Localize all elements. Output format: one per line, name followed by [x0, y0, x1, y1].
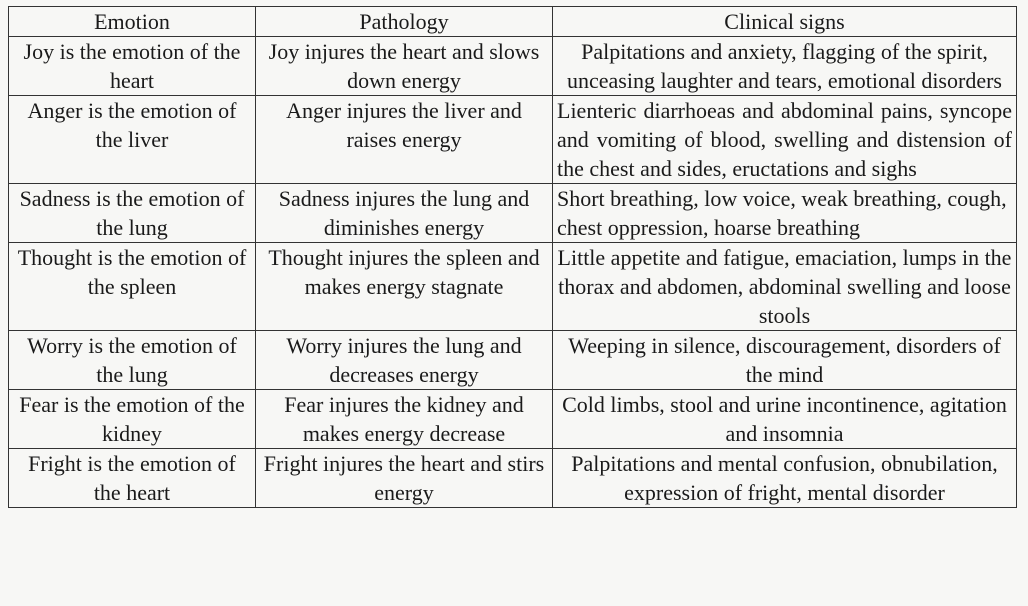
emotion-cell: Anger is the emotion of the liver [9, 96, 256, 184]
emotion-cell: Fright is the emotion of the heart [9, 449, 256, 508]
emotion-cell: Sadness is the emotion of the lung [9, 184, 256, 243]
emotion-cell: Thought is the emotion of the spleen [9, 243, 256, 331]
table-row [9, 184, 1017, 243]
pathology-cell: Fright injures the heart and stirs energy [256, 449, 553, 508]
header-emotion: Emotion [9, 7, 256, 37]
signs-cell: Palpitations and anxiety, flagging of the spirit, unceasing laughter and tears, emotional disorders [553, 37, 1017, 96]
table-row [9, 331, 1017, 390]
header-pathology: Pathology [256, 7, 553, 37]
signs-cell: Weeping in silence, discouragement, disorders of the mind [553, 331, 1017, 390]
table-row [9, 243, 1017, 331]
pathology-cell: Anger injures the liver and raises energy [256, 96, 553, 184]
table-row [9, 390, 1017, 449]
table-row [9, 37, 1017, 96]
emotion-cell: Fear is the emotion of the kidney [9, 390, 256, 449]
pathology-cell: Thought injures the spleen and makes energy stagnate [256, 243, 553, 331]
signs-cell: Palpitations and mental confusion, obnubilation, expression of fright, mental disorder [553, 449, 1017, 508]
pathology-cell: Worry injures the lung and decreases energy [256, 331, 553, 390]
emotion-cell: Joy is the emotion of the heart [9, 37, 256, 96]
emotions-table [8, 6, 1017, 508]
pathology-cell: Joy injures the heart and slows down energy [256, 37, 553, 96]
header-row [9, 7, 1017, 37]
emotion-cell: Worry is the emotion of the lung [9, 331, 256, 390]
signs-cell: Cold limbs, stool and urine incontinence, agitation and insomnia [553, 390, 1017, 449]
pathology-cell: Sadness injures the lung and diminishes energy [256, 184, 553, 243]
table-row [9, 96, 1017, 184]
emotions-table-container [8, 6, 1016, 508]
header-clinical-signs: Clinical signs [553, 7, 1017, 37]
table-row [9, 449, 1017, 508]
signs-cell: Lienteric diarrhoeas and abdominal pains, syncope and vomiting of blood, swelling and distension of the chest and sides, eructations and sighs [553, 96, 1017, 184]
signs-cell: Short breathing, low voice, weak breathing, cough, chest oppression, hoarse breathing [553, 184, 1017, 243]
pathology-cell: Fear injures the kidney and makes energy decrease [256, 390, 553, 449]
signs-cell: Little appetite and fatigue, emaciation, lumps in the thorax and abdomen, abdominal swelling and loose stools [553, 243, 1017, 331]
